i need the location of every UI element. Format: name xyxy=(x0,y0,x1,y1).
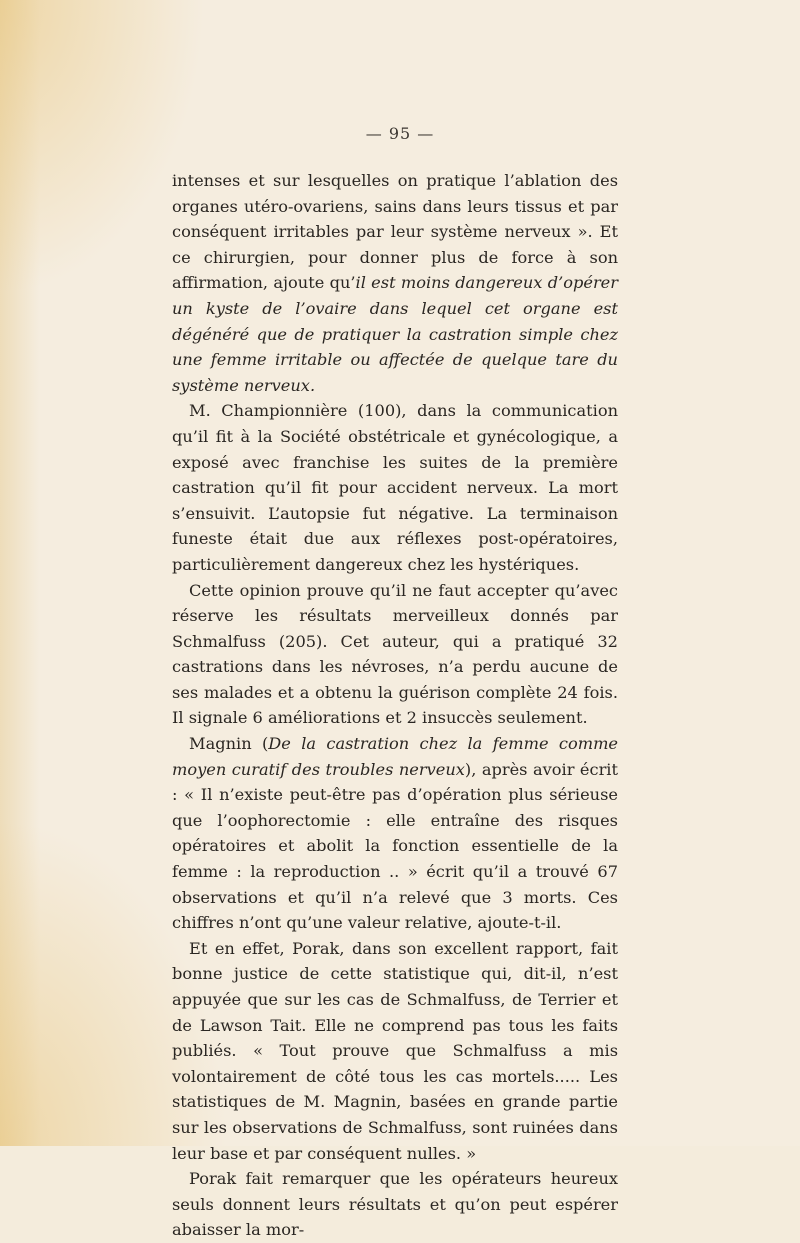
text-run: ), après avoir écrit : « Il n’existe peut-être pas d’opération plus sérieuse que l’oophorectomie : elle entraîne des risques opératoires et abolit la fonction essentielle de la femme : la reproduction .. » écrit qu’il a trouvé 67 observations et qu’il n’a relevé que 3 morts. Ces chiffres n’ont qu’une valeur relative, ajoute-t-il. xyxy=(172,759,618,933)
text-run: Porak fait remarquer que les opérateurs heureux seuls donnent leurs résultats et qu’on peut espérer abaisser la mor- xyxy=(172,1169,618,1240)
text-run: M. Championnière (100), dans la communication qu’il fit à la Société obstétricale et gynécologique, a exposé avec franchise les suites de la première castration qu’il fit pour accident nerveux. La mort s’ensuivit. L’autopsie fut négative. La terminaison funeste était due aux réflexes post-opératoires, particulièrement dangereux chez les hystériques. xyxy=(172,401,618,574)
paragraph-1 xyxy=(172,168,618,398)
body-text xyxy=(172,168,618,1243)
paragraph-3 xyxy=(172,578,618,732)
paragraph-4 xyxy=(172,731,618,936)
text-run: Magnin ( xyxy=(189,734,269,754)
text-run: Et en effet, Porak, dans son excellent rapport, fait bonne justice de cette statistique qui, dit-il, n’est appuyée que sur les cas de Schmalfuss, de Terrier et de Lawson Tait. Elle ne comprend pas tous les faits publiés. « Tout prouve que Schmalfuss a mis volontairement de côté tous les cas mortels..... Les statistiques de M. Magnin, basées en grande partie sur les observations de Schmalfuss, sont ruinées dans leur base et par conséquent nulles. » xyxy=(172,938,618,1163)
page-number: — 95 — xyxy=(365,124,435,143)
italic-text: De la castration chez la femme comme moyen curatif des troubles nerveux xyxy=(172,734,618,779)
paragraph-5 xyxy=(172,936,618,1166)
paragraph-6 xyxy=(172,1166,618,1243)
italic-text: il est moins dangereux d’opérer un kyste de l’ovaire dans lequel cet organe est dégénéré que de pratiquer la castration simple chez une femme irritable ou affectée de quelque tare du système nerveux. xyxy=(172,273,618,395)
text-run: Cette opinion prouve qu’il ne faut accepter qu’avec réserve les résultats merveilleux donnés par Schmalfuss (205). Cet auteur, qui a pratiqué 32 castrations dans les névroses, n’a perdu aucune de ses malades et a obtenu la guérison complète 24 fois. Il signale 6 améliorations et 2 insuccès seulement. xyxy=(172,580,618,728)
text-run: intenses et sur lesquelles on pratique l’ablation des organes utéro-ovariens, sains dans leurs tissus et par conséquent irritables par leur système nerveux ». Et ce chirurgien, pour donner plus de force à son affirmation, ajoute qu’ xyxy=(172,171,618,293)
paragraph-2 xyxy=(172,398,618,577)
